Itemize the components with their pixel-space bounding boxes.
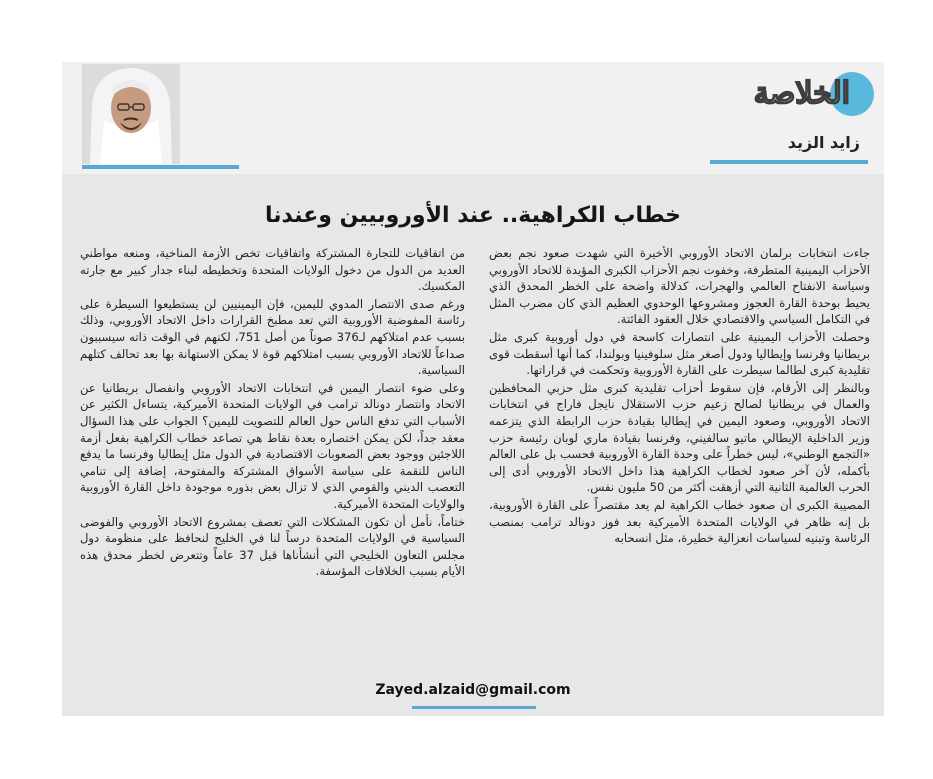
paragraph: المصيبة الكبرى أن صعود خطاب الكراهية لم يعد مقتصراً على القارة الأوروبية، بل إنه ظاهر في الولايات المتحدة الأميركية بعد فوز دونالد ترامب بمنصب الرئاسة وتبنيه لسياسات انعزالية خطيرة، مثل انسحابه [489, 497, 870, 546]
author-email[interactable]: Zayed.alzaid@gmail.com [375, 682, 571, 698]
author-accent-line [710, 160, 868, 164]
author-portrait-image [82, 64, 180, 164]
author-photo [82, 64, 180, 164]
paragraph: ورغم صدى الانتصار المدوي لليمين، فإن اليمينيين لن يستطيعوا السيطرة على رئاسة المفوضية الأوروبية التي تعد مطبخ القرارات داخل الاتحاد الأوروبي، وذلك بسبب عدم امتلاكهم لـ376 صوتاً من أصل 751، لكنهم في الوقت ذاته سيسببون صداعاً للاتحاد الأوروبي بسبب امتلاكهم قوة لا يمكن الاستهانة بها بعد تحالف كتلهم السياسية. [80, 296, 466, 378]
paragraph: من اتفاقيات للتجارة المشتركة واتفاقيات تخص الأزمة المناخية، ومنعه مواطني العديد من الدول من دخول الولايات المتحدة وتخطيطه لبناء جدار كبير مع جارته المكسيك. [80, 246, 465, 294]
paragraph: وحصلت الأحزاب اليمينية على انتصارات كاسحة في دول أوروبية كبرى مثل بريطانيا وفرنسا وإيطاليا ودول أصغر مثل سلوفينيا وبولندا، كما أنها أسقطت قوى تقليدية كبرى لطالما سيطرت على القارة الأوروبية وتحكمت في قراراتها. [489, 329, 870, 378]
paragraph: ختاماً، نأمل أن تكون المشكلات التي تعصف بمشروع الاتحاد الأوروبي والفوضى السياسية في الولايات المتحدة درساً لنا في الخليج لنحافظ على منظومة دول مجلس التعاون الخليجي التي أنشأناها قبل 37 عاماً وتتعرض لخطر محدق هذه الأيام بسبب الخلافات المؤسفة. [80, 514, 465, 579]
photo-accent-line [82, 165, 239, 169]
author-name: زايد الزيد [787, 133, 860, 152]
email-accent-line [412, 706, 536, 709]
article-headline: خطاب الكراهية.. عند الأوروبيين وعندنا [265, 203, 681, 228]
paragraph: وبالنظر إلى الأرقام، فإن سقوط أحزاب تقليدية كبرى مثل حزبي المحافظين والعمال في بريطانيا لصالح زعيم حزب الاستقلال نايجل فاراج في انتخابات الاتحاد الأوروبي، وصعود اليمين في إيطاليا بقيادة حزب الرابطة الذي يتزعمه وزير الداخلية الإيطالي ماتيو سالفيني، وفرنسا بقيادة ماري لوبان رئيسة حزب «التجمع الوطني»، ليس خطراً على وحدة القارة الأوروبية فحسب بل على العالم بأكمله، لأن آخر صعود لخطاب الكراهية هذا داخل الاتحاد الأوروبي أدى إلى الحرب العالمية الثانية التي أزهقت أكثر من 50 مليون نفس. [489, 380, 870, 495]
paragraph: جاءت انتخابات برلمان الاتحاد الأوروبي الأخيرة التي شهدت صعود نجم بعض الأحزاب اليمينية المتطرفة، وخفوت نجم الأحزاب الكبرى المؤيدة للاتحاد الأوروبي وسياسة الانفتاح العالمي والهجرات، كدلالة واضحة على الخطر المحدق الذي يحيط بوحدة القارة العجوز ومشروعها الوحدوي العظيم الذي كان مضرب المثل في التكامل السياسي والاقتصادي خلال العقود الفائتة. [489, 246, 870, 327]
column-logo [738, 68, 874, 122]
article-page [62, 62, 884, 716]
paragraph: وعلى ضوء انتصار اليمين في انتخابات الاتحاد الأوروبي وانفصال بريطانيا عن الاتحاد وانتصار دونالد ترامب في الولايات المتحدة الأميركية، يتساءل الكثير عن الأسباب التي تدفع الناس حول العالم للتصويت لليمين؟ الجواب على هذا السؤال معقد جداً، لكن يمكن اختصاره بعدة نقاط هي تصاعد خطاب الكراهية بفعل أزمة اللاجئين ووجود بعض الصعوبات الاقتصادية في الدول مثل إيطاليا وفرنسا ما يدفع الناس للنقمة على سياسة الأسواق المشتركة والمفتوحة، إضافة إلى تنامي التعصب الديني والقومي الذي لا تزال بعض بذوره موجودة داخل القارة الأوروبية والولايات المتحدة الأميركية. [80, 380, 465, 511]
article-column-left [80, 245, 465, 581]
article-column-right [489, 245, 870, 548]
column-logo-text: الخلاصة [753, 76, 850, 111]
